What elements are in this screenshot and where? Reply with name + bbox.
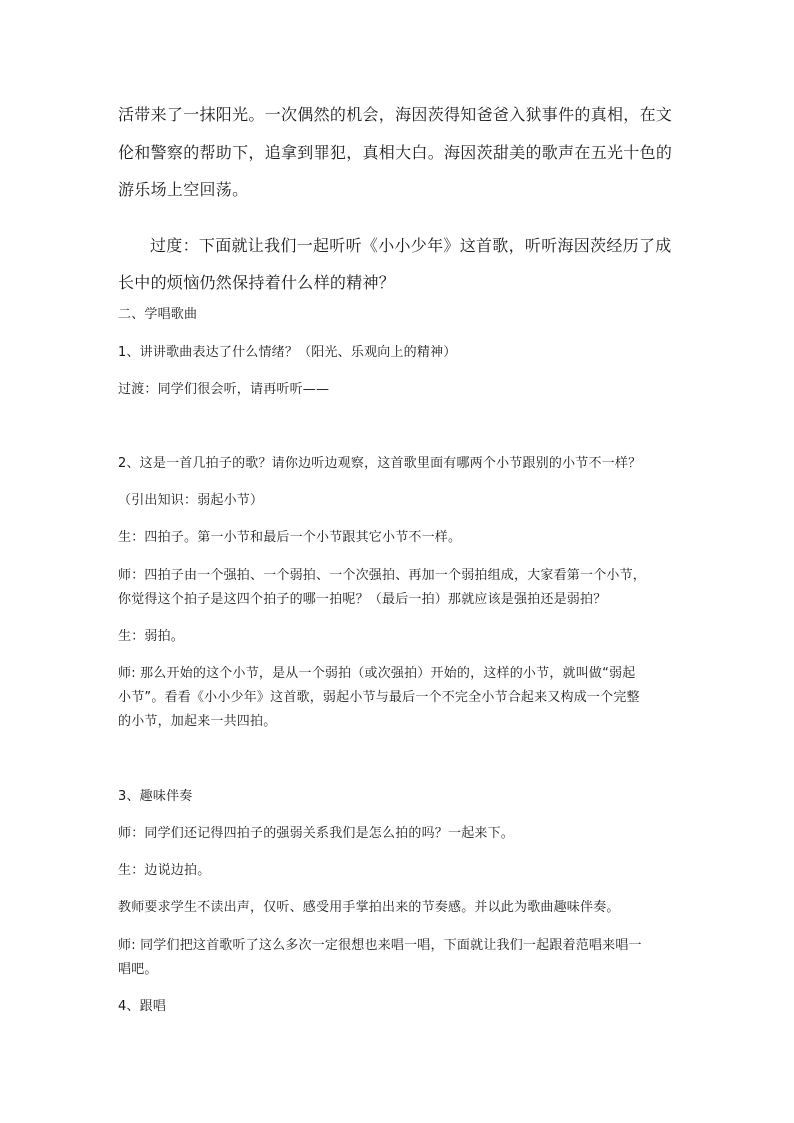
transition-line-1: 过度：下面就让我们一起听听《小小少年》这首歌，听听海因茨经历了成 xyxy=(150,236,672,255)
story-line-3: 游乐场上空回荡。 xyxy=(118,180,249,199)
student-answer-1: 生：四拍子。第一小节和最后一个小节跟其它小节不一样。 xyxy=(118,530,462,545)
teacher-line-4b: 唱吧。 xyxy=(118,962,158,977)
teacher-line-2c: 的小节，加起来一共四拍。 xyxy=(118,714,277,729)
item-4-heading: 4、跟唱 xyxy=(118,999,167,1014)
transition-line-2: 长中的烦恼仍然保持着什么样的精神？ xyxy=(118,273,396,292)
item-1-question: 1、讲讲歌曲表达了什么情绪？（阳光、乐观向上的精神） xyxy=(118,345,457,360)
transition-listen-again: 过渡：同学们很会听，请再听听—— xyxy=(118,382,330,397)
student-answer-3: 生：边说边拍。 xyxy=(118,863,211,878)
teacher-line-2b: 小节”。看看《小小少年》这首歌，弱起小节与最后一个不完全小节合起来又构成一个完整 xyxy=(118,690,640,705)
knowledge-note: （引出知识：弱起小节） xyxy=(118,493,264,508)
teacher-instruction: 教师要求学生不读出声，仅听、感受用手掌拍出来的节奏感。并以此为歌曲趣味伴奏。 xyxy=(118,900,620,915)
story-line-2: 伦和警察的帮助下，追拿到罪犯，真相大白。海因茨甜美的歌声在五光十色的 xyxy=(118,143,673,162)
teacher-line-3: 师：同学们还记得四拍子的强弱关系我们是怎么拍的吗？一起来下。 xyxy=(118,826,515,841)
teacher-line-1a: 师：四拍子由一个强拍、一个弱拍、一个次强拍、再加一个弱拍组成，大家看第一个小节， xyxy=(118,568,647,583)
student-answer-2: 生：弱拍。 xyxy=(118,629,185,644)
teacher-line-2a: 师: 那么开始的这个小节，是从一个弱拍（或次强拍）开始的，这样的小节，就叫做“弱起 xyxy=(118,666,636,681)
story-line-1: 活带来了一抹阳光。一次偶然的机会，海因茨得知爸爸入狱事件的真相，在文 xyxy=(118,105,673,124)
section-heading: 二、学唱歌曲 xyxy=(118,307,198,322)
teacher-line-1b: 你觉得这个拍子是这四个拍子的哪一拍呢？（最后一拍）那就应该是强拍还是弱拍？ xyxy=(118,592,607,607)
item-2-question: 2、这是一首几拍子的歌？请你边听边观察，这首歌里面有哪两个小节跟别的小节不一样？ xyxy=(118,456,642,471)
item-3-heading: 3、趣味伴奏 xyxy=(118,789,193,804)
teacher-line-4a: 师: 同学们把这首歌听了这么多次一定很想也来唱一唱，下面就让我们一起跟着范唱来唱一 xyxy=(118,938,642,953)
